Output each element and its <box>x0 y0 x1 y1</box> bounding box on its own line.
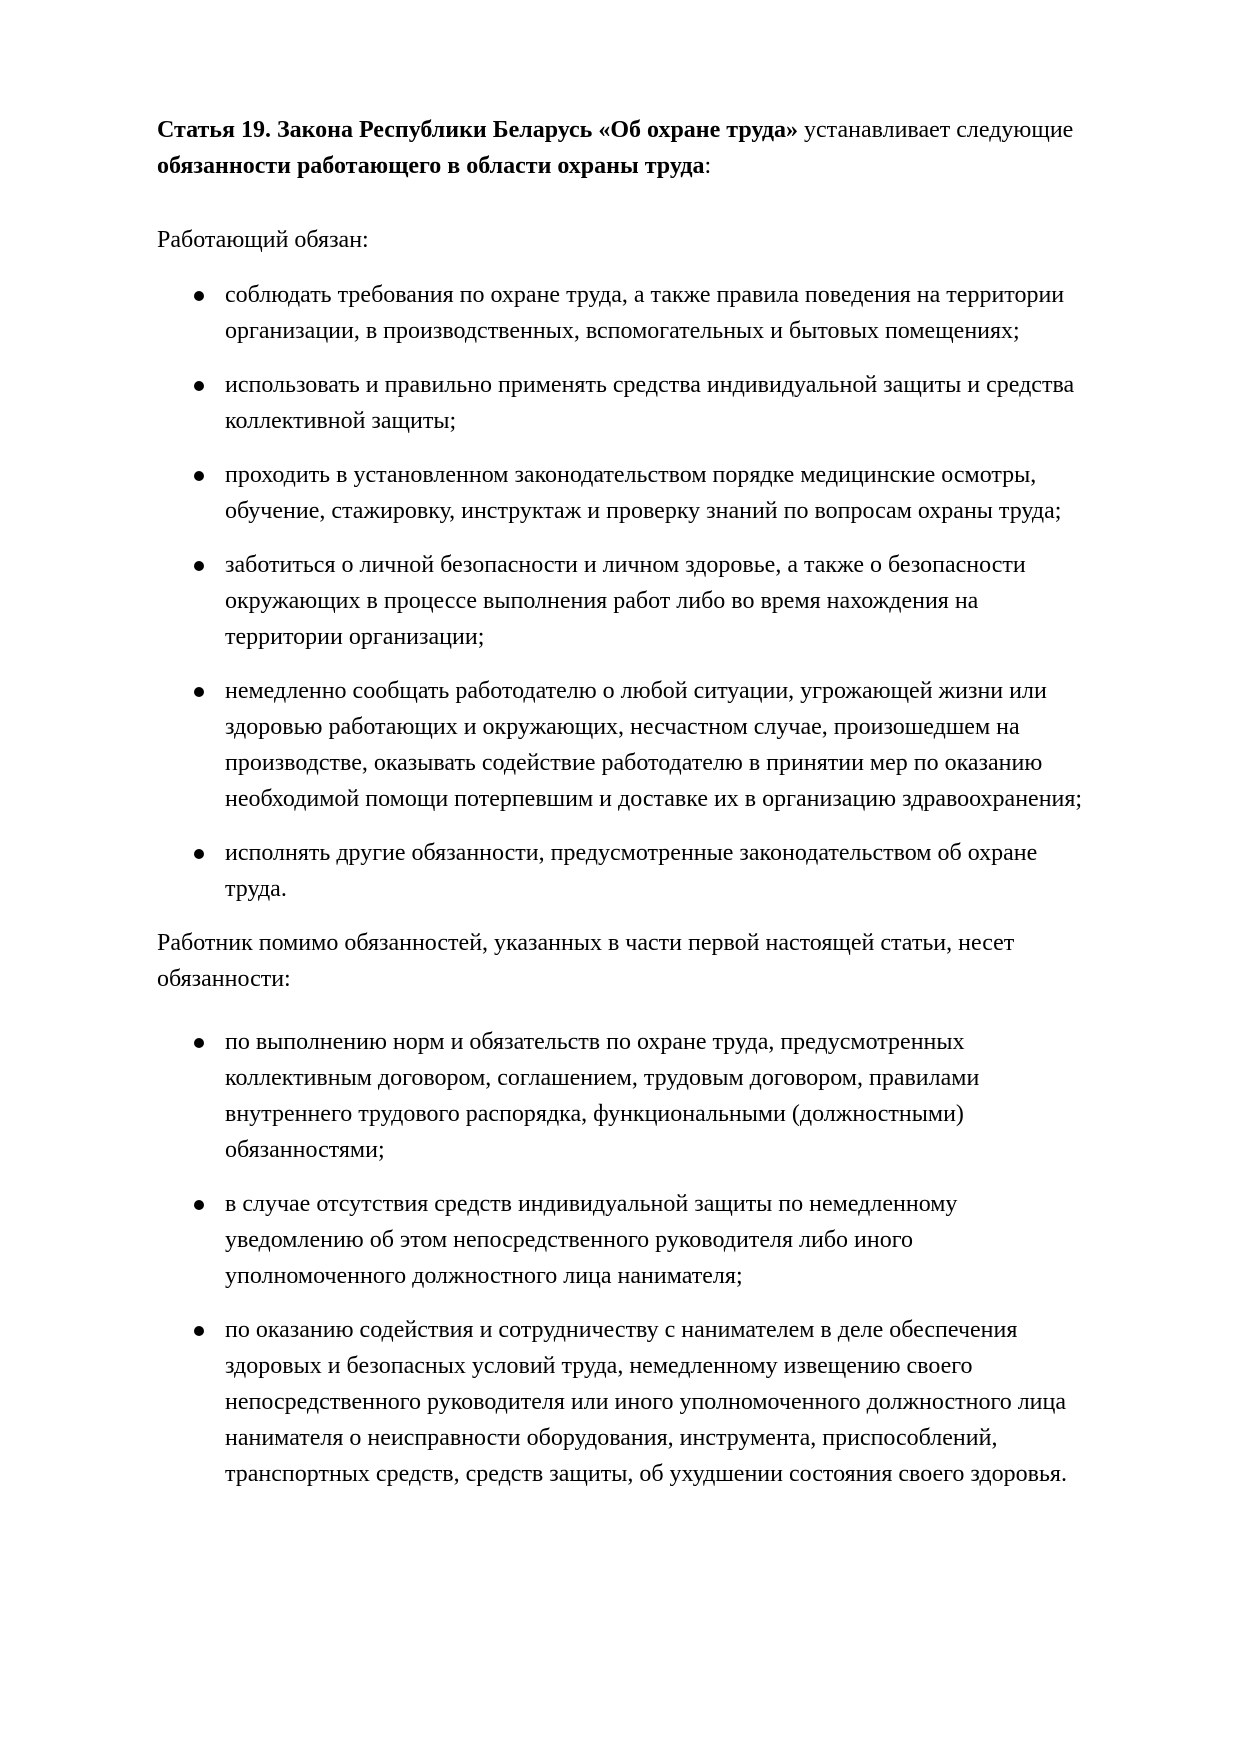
bullet-icon <box>194 1326 204 1336</box>
list-item <box>157 277 1085 349</box>
list-item <box>157 547 1085 655</box>
list-item-text: исполнять другие обязанности, предусмотренные законодательством об охране труда. <box>225 840 1038 902</box>
intro-connector-text: устанавливает следующие <box>798 117 1074 143</box>
list-item <box>157 457 1085 529</box>
bullet-icon <box>194 381 204 391</box>
bullet-icon <box>194 471 204 481</box>
list-item-text: использовать и правильно применять средства индивидуальной защиты и средства коллективной защиты; <box>225 372 1075 434</box>
obligations-phrase-text: обязанности работающего в области охраны труда <box>157 153 705 179</box>
list-item-text: немедленно сообщать работодателю о любой ситуации, угрожающей жизни или здоровью работающих и окружающих, несчастном случае, произошедшем на производстве, оказывать содействие работодателю в принятии мер по оказанию необходимой помощи потерпевшим и доставке их в организацию здравоохранения; <box>225 678 1083 812</box>
statute-reference-text: Статья 19. Закона Республики Беларусь «Об охране труда» <box>157 117 799 143</box>
list-item <box>157 835 1085 907</box>
bullet-icon <box>194 687 204 697</box>
intro-paragraph <box>157 112 1085 184</box>
list-item <box>157 1024 1085 1168</box>
list-item-text: проходить в установленном законодательством порядке медицинские осмотры, обучение, стажировку, инструктаж и проверку знаний по вопросам охраны труда; <box>225 462 1062 524</box>
employee-obligations-paragraph: Работник помимо обязанностей, указанных в части первой настоящей статьи, несет обязанности: <box>157 930 1015 992</box>
list-item <box>157 1312 1085 1492</box>
list-item-text: соблюдать требования по охране труда, а также правила поведения на территории организации, в производственных, вспомогательных и бытовых помещениях; <box>225 282 1065 344</box>
list-item-text: в случае отсутствия средств индивидуальной защиты по немедленному уведомлению об этом непосредственного руководителя либо иного уполномоченного должностного лица нанимателя; <box>225 1191 958 1289</box>
list-item <box>157 1186 1085 1294</box>
list-item <box>157 367 1085 439</box>
bullet-icon <box>194 849 204 859</box>
worker-duties-list <box>157 277 1085 907</box>
list-item-text: по оказанию содействия и сотрудничеству с нанимателем в деле обеспечения здоровых и безопасных условий труда, немедленному извещению своего непосредственного руководителя или иного уполномоченного должностного лица нанимателя о неисправности оборудования, инструмента, приспособлений, транспортных средств, средств защиты, об ухудшении состояния своего здоровья. <box>225 1317 1067 1487</box>
list-item <box>157 673 1085 817</box>
employee-duties-list <box>157 1024 1085 1492</box>
bullet-icon <box>194 561 204 571</box>
list-item-text: по выполнению норм и обязательств по охране труда, предусмотренных коллективным договором, соглашением, трудовым договором, правилами внутреннего трудового распорядка, функциональными (должностными) обязанностями; <box>225 1029 980 1163</box>
bullet-icon <box>194 1200 204 1210</box>
bullet-icon <box>194 1038 204 1048</box>
bullet-icon <box>194 291 204 301</box>
intro-colon-text: : <box>704 153 712 179</box>
worker-obliged-lead: Работающий обязан: <box>157 227 369 253</box>
list-item-text: заботиться о личной безопасности и личном здоровье, а также о безопасности окружающих в процессе выполнения работ либо во время нахождения на территории организации; <box>225 552 1026 650</box>
